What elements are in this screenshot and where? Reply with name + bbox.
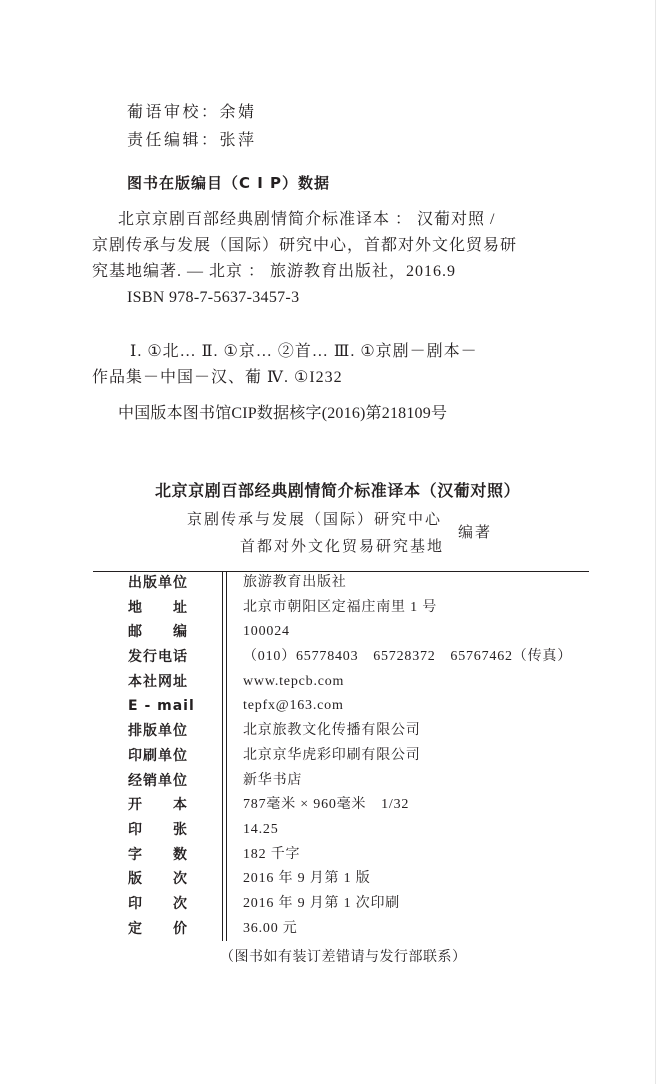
table-row [0,843,659,868]
table-row [0,892,659,917]
cip-entry-line: 究基地编著. — 北京 ： 旅游教育出版社，2016.9 [92,263,457,280]
classification-line: Ⅰ. ①北… Ⅱ. ①京… ②首… Ⅲ. ①京剧－剧本－ [130,343,478,360]
row-label: 排版单位 [128,723,188,740]
row-label: 印 张 [128,821,188,838]
table-row [0,620,659,645]
credit-portuguese-proofreader: 葡语审校：余婧 [127,102,257,121]
table-row [0,917,659,942]
row-label: 字 数 [128,846,188,863]
row-label: 开 本 [128,797,188,814]
author-line: 首都对外文化贸易研究基地 [240,537,445,555]
row-value: 36.00 元 [243,920,298,936]
colophon-table [0,571,659,941]
cip-entry-line: 京剧传承与发展（国际）研究中心，首都对外文化贸易研 [92,237,518,254]
table-row [0,793,659,818]
row-value: 北京市朝阳区定福庄南里 1 号 [243,599,437,615]
table-row [0,571,659,596]
credit-responsible-editor: 责任编辑：张萍 [127,130,257,149]
cip-heading: 图书在版编目（C I P）数据 [127,174,331,192]
table-row [0,694,659,719]
table-row [0,596,659,621]
row-value: （010）65778403 65728372 65767462（传真） [243,649,572,665]
row-value: tepfx@163.com [243,698,344,714]
row-value: 2016 年 9 月第 1 版 [243,871,371,887]
row-value: 新华书店 [243,772,303,788]
row-value: 2016 年 9 月第 1 次印刷 [243,895,401,911]
classification-line: 作品集－中国－汉、葡 Ⅳ. ①I232 [92,369,343,386]
author-line: 京剧传承与发展（国际）研究中心 [187,510,443,528]
table-row [0,769,659,794]
row-value: 北京旅教文化传播有限公司 [243,723,421,739]
colophon-title: 北京京剧百部经典剧情简介标准译本（汉葡对照） [155,481,521,500]
cip-entry-line: 北京京剧百部经典剧情简介标准译本 ： 汉葡对照 / [118,211,496,228]
row-label: 版 次 [128,871,188,888]
table-row [0,645,659,670]
row-value: 100024 [243,624,290,640]
row-label: 经销单位 [128,772,188,789]
row-label: 邮 编 [128,624,188,641]
row-value: 北京京华虎彩印刷有限公司 [243,747,421,763]
table-row [0,867,659,892]
row-value: 182 千字 [243,846,301,862]
table-row [0,719,659,744]
row-label: 印刷单位 [128,747,188,764]
table-row [0,744,659,769]
cip-number: 中国版本图书馆CIP数据核字(2016)第218109号 [118,405,448,422]
row-label: 印 次 [128,895,188,912]
row-value: www.tepcb.com [243,673,345,689]
row-label: 本社网址 [128,673,188,690]
row-value: 旅游教育出版社 [243,575,347,590]
row-value: 787毫米 × 960毫米 1/32 [243,797,410,813]
isbn-line: ISBN 978-7-5637-3457-3 [127,289,300,306]
page-edge-line [655,0,656,1084]
table-row [0,818,659,843]
row-label: 定 价 [128,920,188,937]
row-label: 发行电话 [128,649,188,666]
row-value: 14.25 [243,821,279,837]
row-label: E - mail [128,698,195,715]
table-row [0,670,659,695]
row-label: 地 址 [128,599,188,616]
footer-note: （图书如有装订差错请与发行部联系） [220,949,467,965]
author-role: 编著 [458,523,493,541]
row-label: 出版单位 [128,575,188,591]
